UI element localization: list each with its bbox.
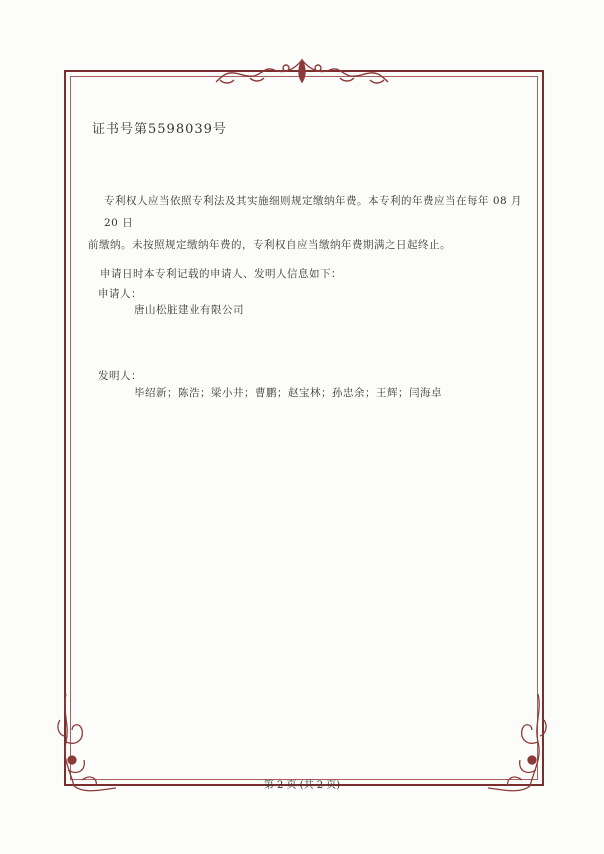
page-footer: 第 2 页 (共 2 页) [263,780,341,791]
certificate-number: 证书号第5598039号 [92,122,227,137]
border-frame-inner [70,76,538,780]
applicant-label: 申请人： [98,288,142,300]
top-ornament-icon [214,56,390,88]
inventor-names: 毕绍新；陈浩；梁小井；曹鹏；赵宝林；孙忠余；王辉；闫海卓 [134,387,442,399]
applicant-intro: 申请日时本专利记载的申请人、发明人信息如下： [100,268,342,280]
fee-notice-line2: 前缴纳。未按照规定缴纳年费的，专利权自应当缴纳年费期满之日起终止。 [88,239,451,251]
inventor-label: 发明人： [98,370,142,382]
applicant-name: 唐山松脏建业有限公司 [134,304,244,316]
fee-notice-line1: 专利权人应当依照专利法及其实施细则规定缴纳年费。本专利的年费应当在每年 08 月 20 日 [104,195,523,229]
fee-notice [88,190,534,256]
